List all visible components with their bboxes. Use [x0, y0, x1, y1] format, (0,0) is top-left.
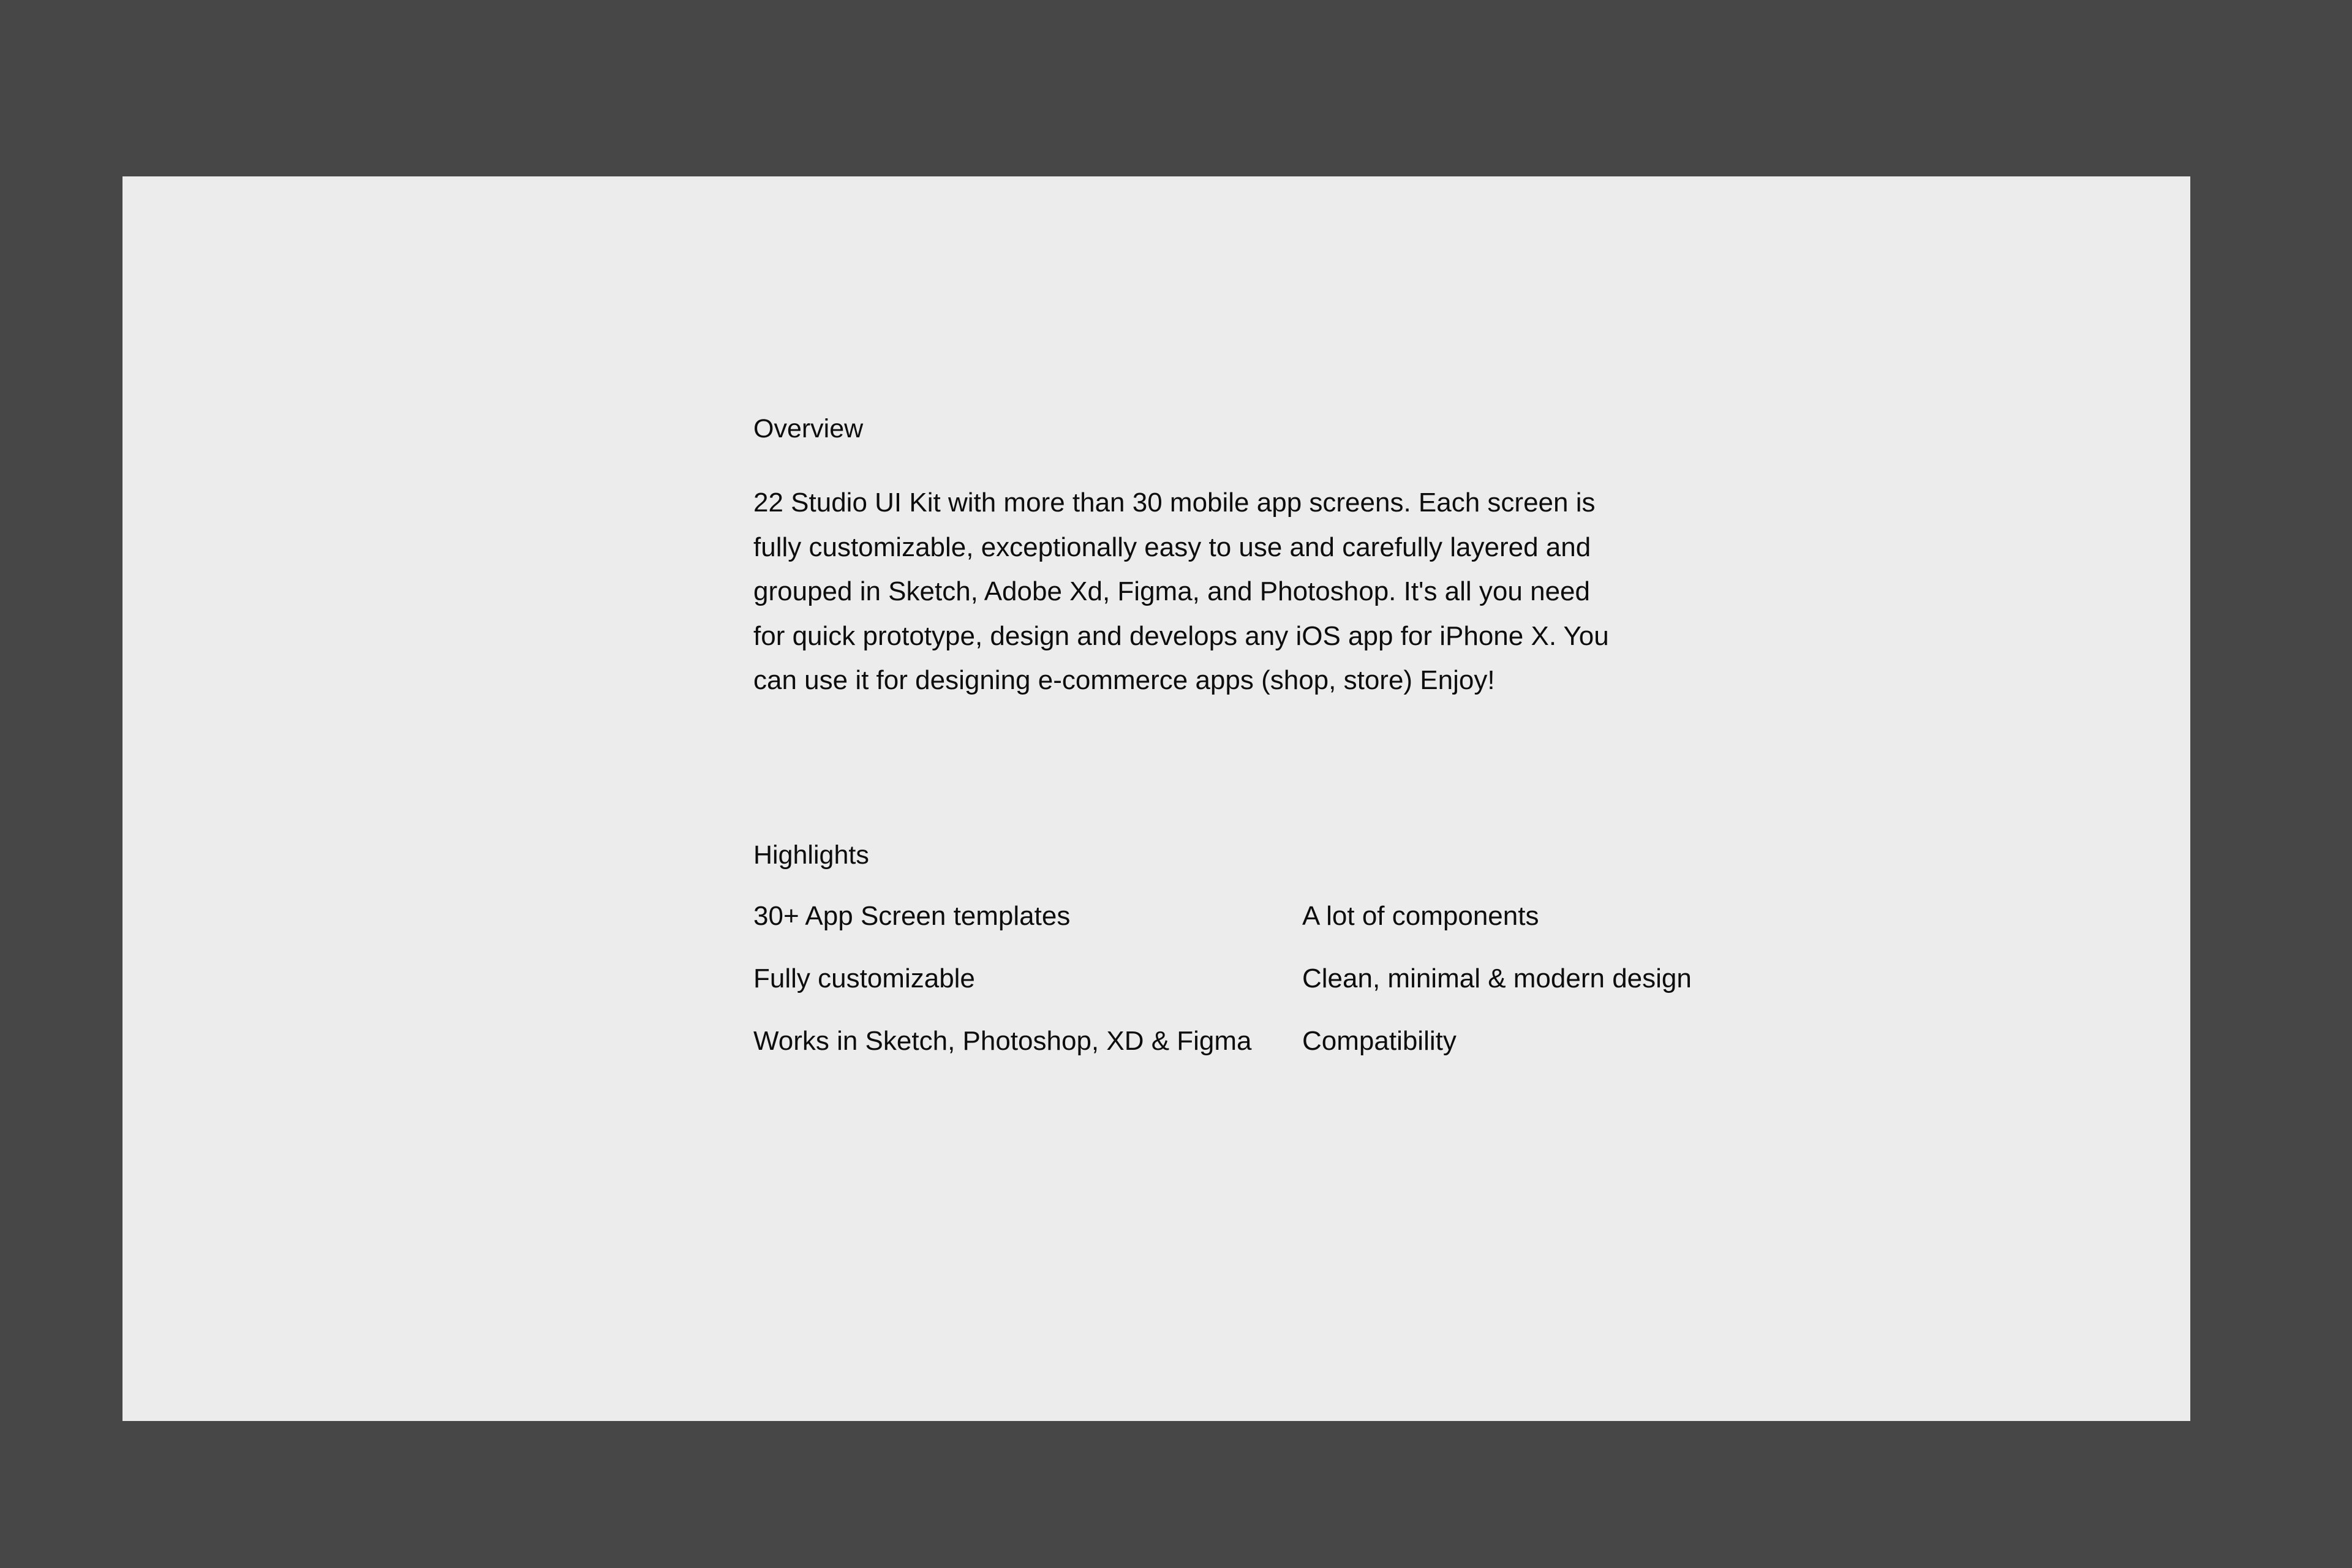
overview-paragraph: 22 Studio UI Kit with more than 30 mobile app screens. Each screen is fully customizable, exceptionally easy to use and carefully layered and grouped in Sketch, Adobe Xd, Figma, and Photoshop. It's all you need for quick prototype, design and develops any iOS app for iPhone X. You can use it for designing e-commerce apps (shop, store) Enjoy! [753, 488, 1609, 695]
highlight-item-fully-customizable: Fully customizable [753, 963, 975, 993]
highlight-item-compatibility: Compatibility [1302, 1025, 1457, 1056]
highlights-list [753, 898, 1795, 1060]
content-area [753, 410, 1795, 1060]
content-card [123, 176, 2190, 1421]
highlight-item-app-screen-templates: 30+ App Screen templates [753, 900, 1071, 931]
highlights-heading: Highlights [753, 840, 869, 870]
highlight-item-works-in-tools: Works in Sketch, Photoshop, XD & Figma [753, 1025, 1252, 1056]
highlight-item-modern-design: Clean, minimal & modern design [1302, 963, 1692, 993]
overview-heading: Overview [753, 414, 864, 443]
highlight-item-components: A lot of components [1302, 900, 1539, 931]
overview-section [753, 410, 1795, 703]
highlights-section [753, 837, 1795, 1060]
